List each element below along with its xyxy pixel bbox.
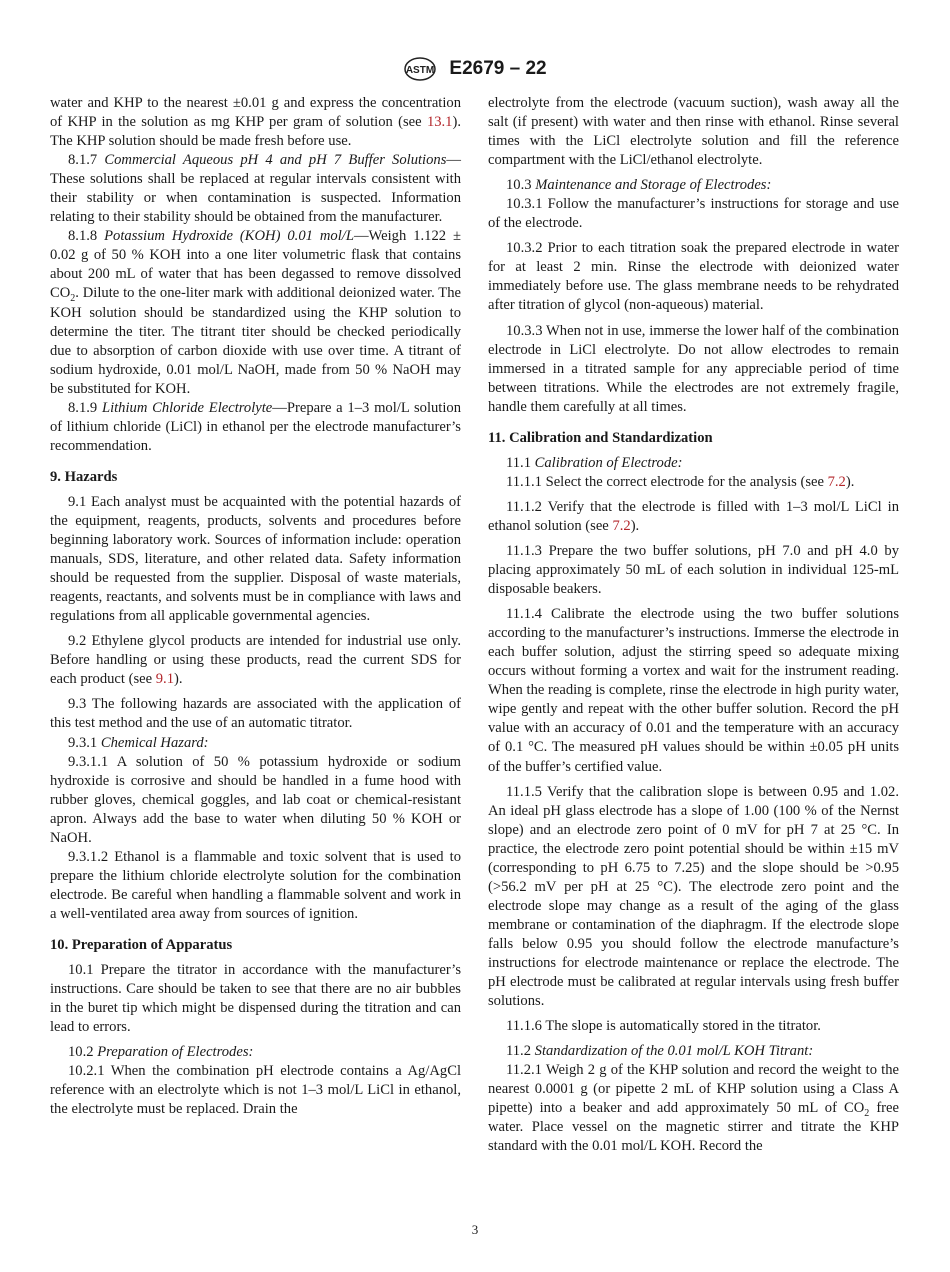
subscript: 2 — [864, 1108, 870, 1120]
paragraph — [488, 542, 899, 599]
text-run: . Dilute to the one-liter mark with additional deionized water. The KOH solution should be standardized using the KHP solution to determine the titer. The titrant titer should be checked periodically due to absorption of carbon dioxide with use over time. A titrant of sodium hydroxide, 0.01 mol/L NaOH, made from 50 % NaOH may be substituted for KOH. — [50, 285, 461, 397]
text-run: 11.1.3 Prepare the two buffer solutions, pH 7.0 and pH 4.0 by placing approximately 50 mL of each solution in individual 125-mL disposable beakers. — [488, 542, 899, 598]
paragraph — [488, 473, 899, 492]
text-run: 11.2 — [506, 1043, 535, 1060]
italic-title: Commercial Aqueous pH 4 and pH 7 Buffer Solutions — [104, 152, 447, 169]
paragraph — [488, 1017, 899, 1036]
page-header — [0, 56, 950, 82]
paragraph — [50, 94, 461, 151]
text-run: ). — [845, 473, 855, 490]
paragraph — [50, 1062, 461, 1119]
paragraph — [50, 961, 461, 1037]
paragraph — [488, 195, 899, 233]
italic-title: Standardization of the 0.01 mol/L KOH Titrant: — [534, 1043, 814, 1060]
text-run: ). The KHP solution should be made fresh before use. — [50, 114, 461, 150]
page-number: 3 — [471, 1222, 479, 1237]
subscript: 2 — [70, 293, 76, 305]
paragraph — [488, 454, 899, 473]
paragraph — [50, 848, 461, 924]
section-heading — [50, 468, 461, 487]
text-run: 9.3.1 — [68, 734, 101, 751]
svg-text:ASTM: ASTM — [406, 65, 435, 76]
text-run: 11.1.4 Calibrate the electrode using the two buffer solutions according to the manufacturer’s instructions. Immerse the electrode in each buffer solution, adjust the stirring speed so adequate mixing occurs without forming a vortex and wait for the instrument reading. When the reading is complete, rinse the electrode in high purity water, wipe gently and repeat with the other buffer solution. Record the pH value with an accuracy of 0.01 and the temperature with an accuracy of 0.1 °C. The measured pH values should be within ±0.05 pH units of the buffer’s certified value. — [488, 606, 899, 775]
section-reference-link[interactable]: 9.1 — [155, 671, 174, 688]
text-run: 11.1.2 Verify that the electrode is filled with 1–3 mol/L LiCl in ethanol solution (see — [488, 498, 899, 534]
text-run: electrolyte from the electrode (vacuum suction), wash away all the salt (if present) with water and then rinse with ethanol. Rinse several times with the LiCl electrolyte solution and fill the reference compartment with the LiCl/ethanol electrolyte. — [488, 95, 899, 169]
text-run: 11.2.1 Weigh 2 g of the KHP solution and record the weight to the nearest 0.0001 g (or pipette 2 mL of KHP solution using a Class A pipette) into a beaker and add approximately 50 mL of CO — [488, 1062, 899, 1117]
italic-title: Chemical Hazard: — [100, 734, 209, 751]
text-run: 10.1 Prepare the titrator in accordance with the manufacturer’s instructions. Care should be taken to see that there are no air bubbles in the buret tip which might be dispensed during the titration and can lead to errors. — [50, 962, 461, 1036]
text-run: 11.1.1 Select the correct electrode for the analysis (see — [506, 473, 828, 490]
paragraph — [488, 94, 899, 170]
text-run: 11. Calibration and Standardization — [488, 429, 713, 446]
astm-logo-icon — [403, 56, 437, 82]
text-run: —Prepare a 1–3 mol/L solution of lithium chloride (LiCl) in ethanol per the electrode manufacturer’s recommendation. — [50, 399, 461, 454]
section-reference-link[interactable]: 7.2 — [827, 473, 846, 490]
italic-title: Lithium Chloride Electrolyte — [101, 399, 273, 416]
paragraph — [50, 753, 461, 848]
text-run: 9.3 The following hazards are associated with the application of this test method and the use of an automatic titrator. — [50, 696, 461, 732]
text-run: 10.3.3 When not in use, immerse the lower half of the combination electrode in LiCl electrolyte. Do not allow electrodes to remain immersed in a titrated sample for any appreciable period of time between titrations. While the electrodes are not extremely fragile, handle them carefully at all times. — [488, 322, 899, 415]
italic-title: Calibration of Electrode: — [534, 454, 683, 471]
text-run: 11.1 — [506, 454, 535, 471]
paragraph — [50, 227, 461, 398]
document-designation: E2679 – 22 — [449, 58, 547, 79]
paragraph — [488, 498, 899, 536]
text-run: 8.1.8 — [68, 228, 105, 245]
text-run: ). — [174, 671, 183, 688]
italic-title: Preparation of Electrodes: — [97, 1044, 254, 1061]
paragraph — [488, 239, 899, 315]
section-reference-link[interactable]: 7.2 — [612, 517, 631, 534]
text-run: 9.2 Ethylene glycol products are intended for industrial use only. Before handling or using these products, read the current SDS for each product (see — [50, 633, 461, 688]
paragraph — [50, 1043, 461, 1062]
text-run: —These solutions shall be replaced at regular intervals consistent with their stability or when contamination is suspected. Information relating to their stability should be obtained from the manufacturer. — [50, 152, 461, 226]
paragraph — [50, 151, 461, 227]
section-reference-link[interactable]: 13.1 — [426, 114, 453, 131]
paragraph — [50, 399, 461, 456]
section-heading — [50, 936, 461, 955]
text-run: free water. Place vessel on the magnetic stirrer and titrate the KHP standard with the 0.01 mol/L KOH. Record the — [488, 1100, 900, 1155]
italic-title: Maintenance and Storage of Electrodes: — [535, 177, 772, 194]
paragraph — [50, 695, 461, 733]
text-run: 11.1.5 Verify that the calibration slope is between 0.95 and 1.02. An ideal pH glass electrode has a slope of 1.00 (100 % of the Nernst slope) and an electrode zero point of 0 mV for pH 7 at 25 °C. In practice, the electrode zero point potential should be within ±15 mV (corresponding to pH 6.75 to 7.25) and the slope should be >0.95 (>56.2 mV per pH at 25 °C). The electrode zero point and the electrode slope may change as a result of the aging of the glass membrane or contamination of the diaphragm. If the electrode slope falls below 0.95 you should follow the electrode manufacture’s instructions for electrode maintenance or replace the electrode. The pH electrode must be calibrated at regular intervals using fresh buffer solutions. — [488, 783, 899, 1010]
text-run: 9.3.1.2 Ethanol is a flammable and toxic solvent that is used to prepare the lithium chloride electrolyte solution for the combination electrode. Be careful when handling a flammable solvent and work in a well-ventilated area away from sources of ignition. — [50, 848, 461, 922]
text-run: 8.1.9 — [68, 399, 102, 416]
text-run: 9.3.1.1 A solution of 50 % potassium hydroxide or sodium hydroxide is corrosive and should be handled in a fume hood with rubber gloves, chemical goggles, and lab coat or chemical-resistant apron. Always add the base to water when diluting 50 % KOH or NaOH. — [50, 753, 461, 846]
paragraph — [488, 176, 899, 195]
text-run: 11.1.6 The slope is automatically stored in the titrator. — [506, 1018, 821, 1035]
text-run: 10.2.1 When the combination pH electrode contains a Ag/AgCl reference with an electrolyte which is not 1–3 mol/L LiCl in ethanol, the electrolyte must be replaced. Drain the — [50, 1063, 461, 1118]
paragraph — [50, 734, 461, 753]
text-run: 10.3 — [506, 177, 536, 194]
text-run: water and KHP to the nearest ±0.01 g and express the concentration of KHP in the solution as mg KHP per gram of solution (see — [50, 95, 461, 131]
paragraph — [488, 1061, 899, 1156]
text-run: 8.1.7 — [68, 152, 105, 169]
text-run: 10.2 — [68, 1044, 98, 1061]
text-run: —Weigh 1.122 ± 0.02 g of 50 % KOH into a one liter volumetric flask that contains about 200 mL of water that has been degassed to remove dissolved CO — [50, 228, 462, 302]
paragraph — [488, 1042, 899, 1061]
text-run: 10.3.1 Follow the manufacturer’s instructions for storage and use of the electrode. — [488, 196, 899, 232]
right-column — [488, 94, 899, 1156]
paragraph — [488, 322, 899, 417]
paragraph — [50, 632, 461, 689]
text-run: 9.1 Each analyst must be acquainted with the potential hazards of the equipment, reagents, products, solvents and procedures before beginning laboratory work. Sources of information include: operation manuals, SDS, literature, and other related data. Safety information should be requested from the supplier. Disposal of waste materials, reagents, reactants, and solvents must be in compliance with laws and regulations from all applicable governmental agencies. — [50, 493, 461, 625]
paragraph — [50, 493, 461, 626]
text-run: 10. Preparation of Apparatus — [50, 936, 233, 953]
text-run: ). — [630, 517, 640, 534]
text-run: 10.3.2 Prior to each titration soak the prepared electrode in water for at least 2 min. Rinse the electrode with deionized water immediately before use. The glass membrane needs to be rehydrated after titration of glycol (non-aqueous) material. — [488, 240, 899, 314]
paragraph — [488, 605, 899, 776]
italic-title: Potassium Hydroxide (KOH) 0.01 mol/L — [104, 228, 354, 245]
section-heading — [488, 429, 899, 448]
left-column — [50, 94, 461, 1119]
paragraph — [488, 783, 899, 1012]
text-run: 9. Hazards — [50, 468, 118, 485]
